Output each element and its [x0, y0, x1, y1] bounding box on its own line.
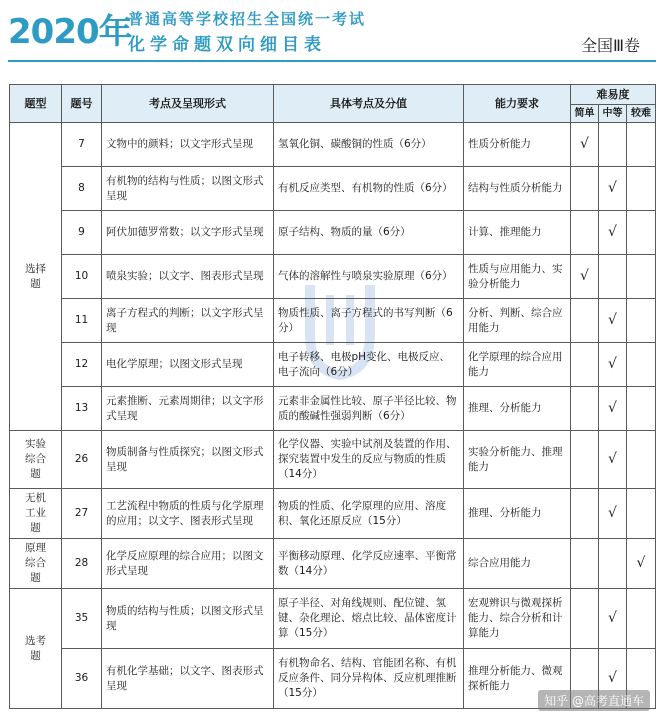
knowledge-point-cell: 电化学原理；以图文形式呈现 [102, 343, 274, 387]
author-handle: @高考直通车 [571, 694, 644, 708]
ability-cell: 性质分析能力 [464, 123, 571, 167]
col-header-num: 题号 [62, 85, 102, 123]
detail-cell: 化学仪器、实验中试剂及装置的作用、探究装置中发生的反应与物质的性质（14分） [274, 431, 464, 489]
document-title: 化学命题双向细目表 [128, 35, 326, 55]
difficulty-hard-cell [627, 167, 656, 211]
difficulty-medium-cell: √ [599, 167, 627, 211]
difficulty-medium-cell: √ [599, 211, 627, 255]
year-title: 2020年 [8, 12, 132, 52]
knowledge-point-cell: 离子方程式的判断；以文字形式呈现 [102, 299, 274, 343]
ability-cell: 推理分析能力、微观探析能力 [464, 649, 571, 709]
knowledge-point-cell: 阿伏加德罗常数；以文字形式呈现 [102, 211, 274, 255]
difficulty-easy-cell [571, 589, 599, 649]
ability-cell: 综合应用能力 [464, 539, 571, 589]
ability-cell: 计算、推理能力 [464, 211, 571, 255]
question-number-cell: 7 [62, 123, 102, 167]
difficulty-easy-cell [571, 299, 599, 343]
difficulty-easy-cell [571, 539, 599, 589]
difficulty-hard-cell [627, 589, 656, 649]
col-header-easy: 简单 [571, 105, 599, 123]
difficulty-medium-cell: √ [599, 489, 627, 539]
difficulty-medium-cell [599, 539, 627, 589]
zhihu-prefix: 知乎 [544, 694, 569, 708]
detail-cell: 物质的性质、化学原理的应用、溶度积、氧化还原反应（15分） [274, 489, 464, 539]
header-row [10, 85, 656, 105]
difficulty-hard-cell [627, 255, 656, 299]
question-number-cell: 13 [62, 387, 102, 431]
ability-cell: 宏观辨识与微观探析能力、综合分析和计算能力 [464, 589, 571, 649]
question-number-cell: 9 [62, 211, 102, 255]
page-header [0, 0, 660, 62]
question-number-cell: 27 [62, 489, 102, 539]
question-number-cell: 8 [62, 167, 102, 211]
watermark-label [538, 690, 650, 711]
col-header-detail: 具体考点及分值 [274, 85, 464, 123]
difficulty-medium-cell: √ [599, 343, 627, 387]
difficulty-hard-cell: √ [627, 539, 656, 589]
col-header-medium: 中等 [599, 105, 627, 123]
table-row [10, 343, 656, 387]
knowledge-point-cell: 有机化学基础；以文字、图表形式呈现 [102, 649, 274, 709]
table-row [10, 299, 656, 343]
detail-cell: 气体的溶解性与喷泉实验原理（6分） [274, 255, 464, 299]
exam-name: 普通高等学校招生全国统一考试 [128, 10, 367, 28]
knowledge-point-cell: 喷泉实验；以文字、图表形式呈现 [102, 255, 274, 299]
col-header-type: 题型 [10, 85, 62, 123]
knowledge-point-cell: 工艺流程中物质的性质与化学原理的应用；以文字、图表形式呈现 [102, 489, 274, 539]
difficulty-hard-cell [627, 431, 656, 489]
ability-cell: 实验分析能力、推理能力 [464, 431, 571, 489]
difficulty-easy-cell: √ [571, 255, 599, 299]
header-divider [8, 60, 656, 62]
ability-cell: 推理、分析能力 [464, 489, 571, 539]
ability-cell: 推理、分析能力 [464, 387, 571, 431]
question-type-cell: 选考题 [10, 589, 62, 709]
difficulty-easy-cell [571, 431, 599, 489]
question-number-cell: 11 [62, 299, 102, 343]
table-row [10, 431, 656, 489]
ability-cell: 化学原理的综合应用能力 [464, 343, 571, 387]
col-header-hard: 较难 [627, 105, 656, 123]
table-row [10, 211, 656, 255]
ability-cell: 性质与应用能力、实验分析能力 [464, 255, 571, 299]
difficulty-hard-cell [627, 387, 656, 431]
question-type-cell: 原理综合题 [10, 539, 62, 589]
difficulty-easy-cell [571, 387, 599, 431]
ability-cell: 结构与性质分析能力 [464, 167, 571, 211]
col-header-ability: 能力要求 [464, 85, 571, 123]
knowledge-point-cell: 元素推断、元素周期律；以文字形式呈现 [102, 387, 274, 431]
table-row [10, 489, 656, 539]
difficulty-medium-cell: √ [599, 387, 627, 431]
difficulty-hard-cell [627, 343, 656, 387]
difficulty-medium-cell: √ [599, 431, 627, 489]
difficulty-medium-cell: √ [599, 649, 627, 709]
difficulty-medium-cell: √ [599, 589, 627, 649]
difficulty-medium-cell: √ [599, 299, 627, 343]
difficulty-medium-cell [599, 255, 627, 299]
table-row [10, 387, 656, 431]
detail-cell: 元素非金属性比较、原子半径比较、物质的酸碱性强弱判断（6分） [274, 387, 464, 431]
question-type-cell: 实验综合题 [10, 431, 62, 489]
table-body [10, 123, 656, 709]
knowledge-point-cell: 物质制备与性质探究；以图文形式呈现 [102, 431, 274, 489]
col-header-point: 考点及呈现形式 [102, 85, 274, 123]
question-type-cell: 选择题 [10, 123, 62, 431]
table-row [10, 167, 656, 211]
difficulty-easy-cell [571, 167, 599, 211]
detail-cell: 电子转移、电极pH变化、电极反应、电子流向（6分） [274, 343, 464, 387]
question-type-cell: 无机工业题 [10, 489, 62, 539]
question-number-cell: 26 [62, 431, 102, 489]
difficulty-easy-cell [571, 489, 599, 539]
difficulty-easy-cell: √ [571, 123, 599, 167]
spec-table [9, 84, 656, 709]
knowledge-point-cell: 文物中的颜料；以文字形式呈现 [102, 123, 274, 167]
knowledge-point-cell: 有机物的结构与性质；以图文形式呈现 [102, 167, 274, 211]
table-row [10, 255, 656, 299]
difficulty-hard-cell [627, 299, 656, 343]
region-label: 全国Ⅲ卷 [580, 36, 640, 55]
col-header-difficulty: 难易度 [571, 85, 656, 105]
question-number-cell: 28 [62, 539, 102, 589]
detail-cell: 平衡移动原理、化学反应速率、平衡常数（14分） [274, 539, 464, 589]
question-number-cell: 12 [62, 343, 102, 387]
difficulty-medium-cell [599, 123, 627, 167]
difficulty-easy-cell [571, 211, 599, 255]
table-row [10, 123, 656, 167]
difficulty-easy-cell [571, 343, 599, 387]
question-number-cell: 10 [62, 255, 102, 299]
difficulty-hard-cell [627, 123, 656, 167]
question-number-cell: 35 [62, 589, 102, 649]
difficulty-hard-cell [627, 489, 656, 539]
question-number-cell: 36 [62, 649, 102, 709]
table-row [10, 589, 656, 649]
detail-cell: 有机反应类型、有机物的性质（6分） [274, 167, 464, 211]
detail-cell: 氢氧化铜、碳酸铜的性质（6分） [274, 123, 464, 167]
table-row [10, 539, 656, 589]
ability-cell: 分析、判断、综合应用能力 [464, 299, 571, 343]
detail-cell: 原子半径、对角线规则、配位键、氢键、杂化理论、熔点比较、晶体密度计算（15分） [274, 589, 464, 649]
detail-cell: 原子结构、物质的量（6分） [274, 211, 464, 255]
difficulty-hard-cell [627, 211, 656, 255]
detail-cell: 物质性质、离子方程式的书写判断（6分） [274, 299, 464, 343]
knowledge-point-cell: 化学反应原理的综合应用；以图文形式呈现 [102, 539, 274, 589]
detail-cell: 有机物命名、结构、官能团名称、有机反应条件、同分异构体、反应机理推断（15分） [274, 649, 464, 709]
knowledge-point-cell: 物质的结构与性质；以图文形式呈现 [102, 589, 274, 649]
